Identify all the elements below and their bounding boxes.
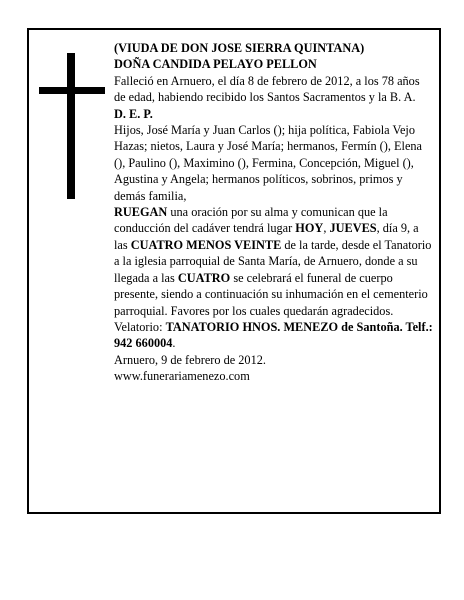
- widow-of-line: (VIUDA DE DON JOSE SIERRA QUINTANA): [114, 41, 365, 55]
- cross-vertical-bar: [67, 53, 75, 199]
- death-notice-line-2: de edad, habiendo recibido los Santos Sacramentos y la B. A.: [114, 90, 416, 105]
- velatorio-label: Velatorio:: [114, 319, 166, 334]
- comma-separator: ,: [323, 221, 330, 236]
- cuatro-keyword: CUATRO: [177, 270, 231, 285]
- ruegan-text-1: una oración por su alma y comunican que la conducción del cadáver tendrá lugar: [114, 205, 388, 236]
- rest-in-peace: D. E. P.: [114, 106, 153, 121]
- cross-horizontal-bar: [39, 87, 105, 94]
- website: www.funerariamenezo.com: [114, 369, 250, 384]
- ruegan-text-2: , día 9, a las: [114, 221, 419, 252]
- ruegan-text-4: se celebrará el funeral de cuerpo presente, siendo a continuación su inhumación en el cementerio parroquial. Favores por los cuales quedarán agradecidos.: [114, 270, 428, 318]
- ruegan-paragraph: [114, 204, 434, 319]
- time-keyword: CUATRO MENOS VEINTE: [130, 237, 282, 252]
- deceased-name: DOÑA CANDIDA PELAYO PELLON: [114, 57, 317, 72]
- obituary-frame: [27, 28, 441, 514]
- death-notice-line-1: Falleció en Arnuero, el día 8 de febrero de 2012, a los 78 años: [114, 73, 420, 88]
- ruegan-keyword: RUEGAN: [114, 205, 168, 220]
- family-list: Hijos, José María y Juan Carlos (); hija política, Fabiola Vejo Hazas; nietos, Laura y José María; hermanos, Fermín (), Elena (), Paulino (), Maximino (), Fermina, Concepción, Miguel (), Agustina y Angela; hermanos políticos, sobrinos, primos y demás familia,: [114, 123, 423, 203]
- obituary-text: [114, 40, 434, 385]
- ruegan-text-3: de la tarde, desde el Tanatorio a la iglesia parroquial de Santa María, de Arnuero, donde a su llegada a las: [114, 237, 432, 285]
- velatorio-line: [114, 319, 434, 352]
- velatorio-period: .: [172, 336, 176, 351]
- cross-icon: [39, 53, 105, 199]
- hoy-keyword: HOY: [295, 221, 324, 236]
- place-date: Arnuero, 9 de febrero de 2012.: [114, 352, 266, 367]
- jueves-keyword: JUEVES: [329, 221, 377, 236]
- velatorio-value: TANATORIO HNOS. MENEZO de Santoña. Telf.: 942 660004: [114, 319, 433, 351]
